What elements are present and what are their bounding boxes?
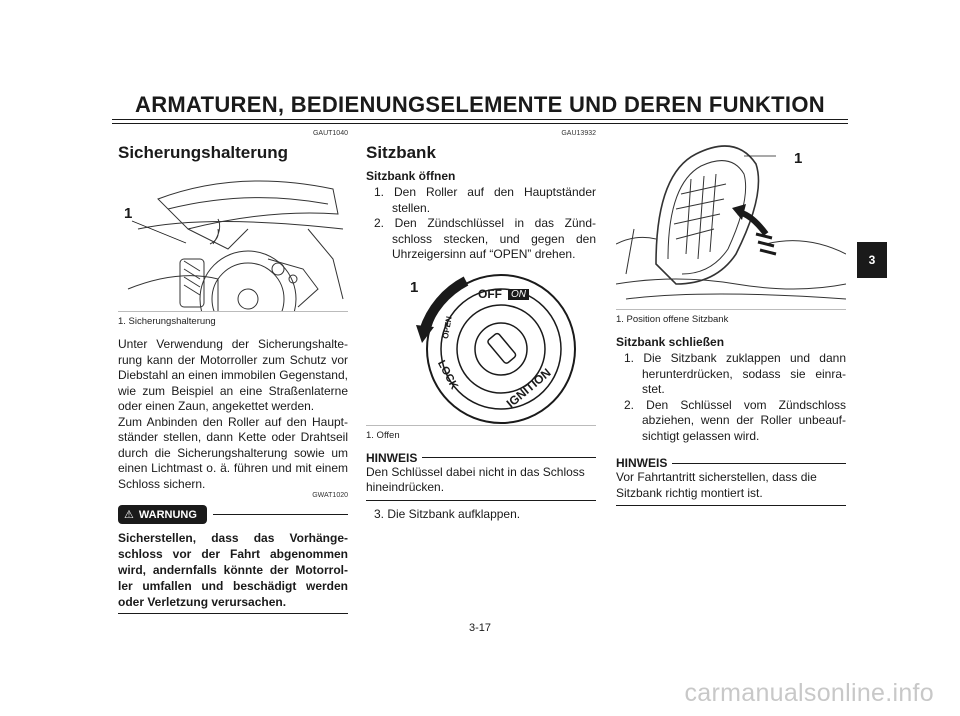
warning-triangle-icon: ⚠ (124, 509, 134, 521)
figure-open-seat (616, 134, 846, 310)
note-header (366, 451, 596, 465)
section-title-sicherungshalterung: Sicherungshalterung (118, 143, 289, 162)
note-title: HINWEIS (366, 450, 418, 465)
header-rule (112, 119, 848, 120)
divider (213, 514, 348, 515)
divider (616, 505, 846, 506)
figure-rear-scooter (118, 169, 348, 312)
note-text: Den Schlüssel dabei nicht in das Schloss hineindrücken. (366, 464, 585, 494)
note-title: HINWEIS (616, 456, 668, 470)
header-rule (112, 123, 848, 124)
left-column (118, 130, 348, 614)
scooter-rear-illustration (118, 169, 348, 311)
list-item: 1. Die Sitzbank zuklappen und dann herunterdrücken, sodass sie einra-stet. (624, 351, 846, 396)
chapter-tab: 3 (857, 242, 887, 278)
warning-text: Sicherstellen, dass das Vorhänge-schloss vor der Fahrt abgenommen wird, andernfalls könnte der Motorrol-ler umfallen und beschädigt werden oder Verletzung verursachen. (118, 531, 348, 609)
figure-caption: 1. Offen (366, 429, 400, 441)
warning-badge (118, 505, 207, 524)
right-column (616, 134, 846, 506)
key-label-ignition: IGNITION (503, 364, 554, 411)
warning-label: WARNUNG (138, 508, 197, 521)
key-label-off: OFF (478, 286, 502, 301)
page-header-title: ARMATUREN, BEDIENUNGSELEMENTE UND DEREN FUNKTION (135, 92, 825, 117)
subsection-title-open: Sitzbank öffnen (366, 169, 456, 183)
key-label-open: OPEN (440, 315, 454, 339)
warning-code: GWAT1020 (312, 492, 348, 499)
note-text: Vor Fahrtantritt sicherstellen, dass die Sitzbank richtig montiert ist. (616, 470, 817, 500)
divider (672, 463, 846, 464)
figure-callout-1: 1 (124, 205, 133, 222)
divider (366, 500, 596, 501)
list-item: 2. Den Zündschlüssel in das Zünd-schloss stecken, und gegen den Uhrzeigersinn auf “OPEN” drehen. (374, 216, 596, 261)
body-paragraph: Unter Verwendung der Sicherungshalte-rung kann der Motorroller zum Schutz vor Diebstahl an einen immobilen Gegenstand, wie zum Beispiel an eine Straßenlaterne oder einen Zaun, angekettet werden. (118, 337, 348, 413)
figure-caption: 1. Sicherungshalterung (118, 316, 216, 327)
key-label-on: ON (508, 289, 529, 300)
list-item: 2. Den Schlüssel vom Zündschloss abziehen, wenn der Roller unbeauf-sichtigt gelassen wird. (624, 397, 846, 443)
divider (118, 613, 348, 614)
section-title-sitzbank: Sitzbank (366, 143, 436, 162)
figure-callout-1: 1 (410, 278, 419, 296)
key-label-lock: LOCK (434, 357, 461, 392)
figure-ignition-switch (366, 271, 596, 426)
list-item: 3. Die Sitzbank aufklappen. (374, 506, 521, 521)
figure-caption: 1. Position offene Sitzbank (616, 314, 729, 325)
middle-column (366, 130, 596, 522)
list-item: 1. Den Roller auf den Hauptständer stellen. (374, 185, 596, 215)
divider (422, 457, 596, 458)
subsection-title-close: Sitzbank schließen (616, 335, 725, 349)
note-header (616, 456, 846, 470)
open-seat-illustration (616, 134, 846, 309)
page-number: 3-17 (468, 622, 492, 634)
watermark: carmanualsonline.info (684, 679, 934, 707)
section-code: GAU13932 (561, 130, 596, 137)
figure-callout-1: 1 (794, 150, 803, 167)
section-code: GAUT1040 (312, 130, 348, 137)
warning-header (118, 505, 348, 524)
body-paragraph: Zum Anbinden den Roller auf den Haupt-ständer stellen, dann Kette oder Drahtseil durch die Sicherungshalterung sowie um einen Lichtmast o. ä. führen und mit einem Schloss sichern. (118, 414, 348, 491)
